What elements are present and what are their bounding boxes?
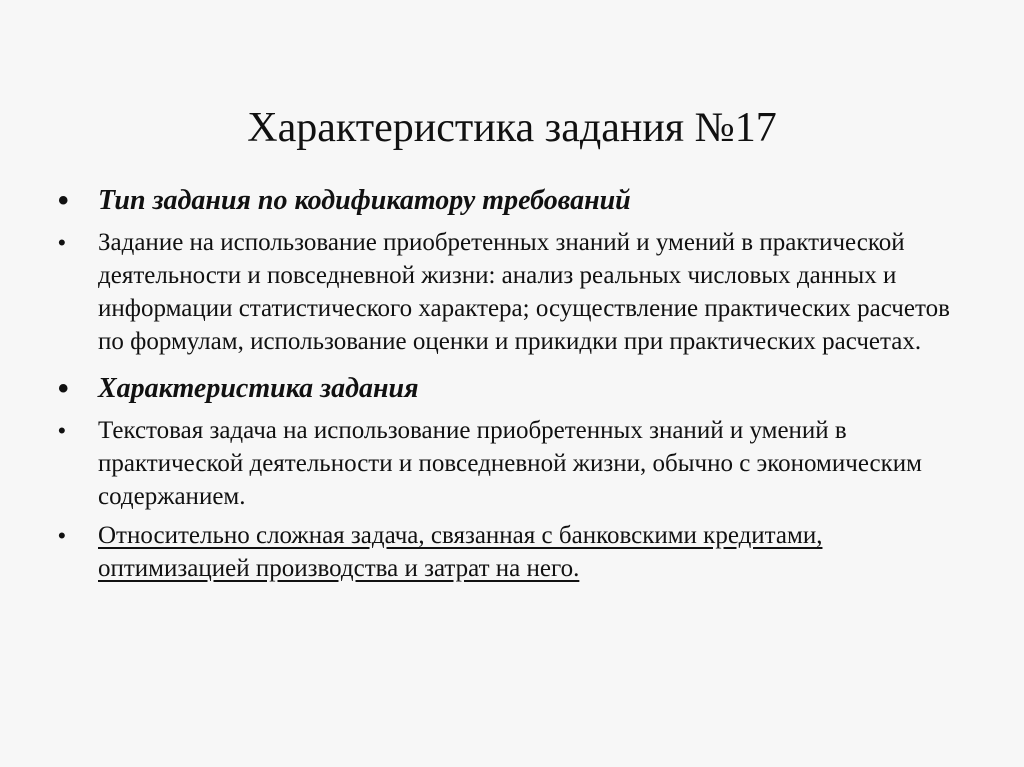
bullet-heading-characteristic <box>58 370 978 408</box>
bullet-complex-task-note <box>58 519 978 585</box>
bullet-dot-icon: • <box>58 184 69 217</box>
bullet-heading-task-type <box>58 182 978 220</box>
bullet-dot-icon: • <box>58 418 66 443</box>
bullet-text-underlined: Относительно сложная задача, связанная с банковскими кредитами, оптимизацией производства и затрат на него. <box>98 522 823 582</box>
bullet-text: Характеристика задания <box>98 373 419 404</box>
bullet-dot-icon: • <box>58 372 69 405</box>
bullet-text: Текстовая задача на использование приобретенных знаний и умений в практической деятельности и повседневной жизни, обычно с экономическим содержанием. <box>98 417 922 510</box>
bullet-characteristic-description <box>58 414 978 513</box>
bullet-dot-icon: • <box>58 523 66 548</box>
slide-title: Характеристика задания №17 <box>247 105 777 152</box>
bullet-list <box>58 182 978 595</box>
bullet-text: Тип задания по кодификатору требований <box>98 185 631 216</box>
bullet-task-type-description <box>58 226 978 358</box>
bullet-text: Задание на использование приобретенных знаний и умений в практической деятельности и повседневной жизни: анализ реальных числовых данных и информации статистического характера; осуществление практических расчетов по формулам, использование оценки и прикидки при практических расчетах. <box>98 229 950 355</box>
bullet-dot-icon: • <box>58 230 66 255</box>
